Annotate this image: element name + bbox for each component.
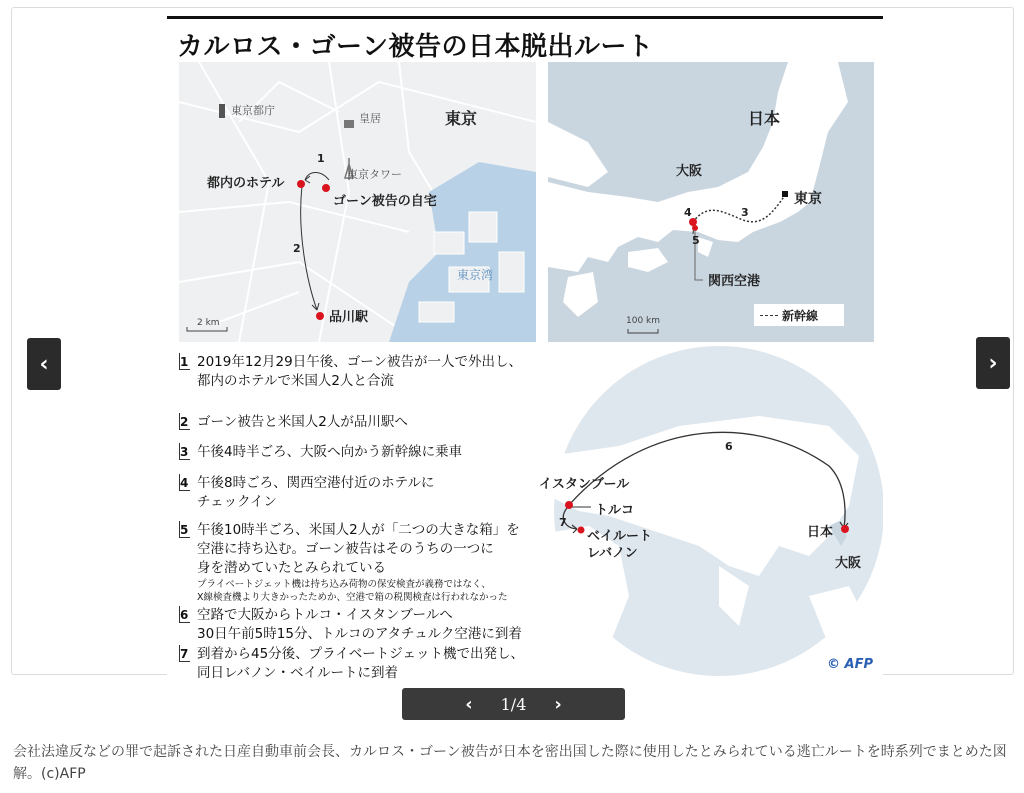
lebanon-label: レバノン <box>587 546 638 561</box>
infographic[interactable] <box>167 16 883 680</box>
japan-scale: 100 km <box>626 316 661 326</box>
step-number: 6 <box>180 608 189 622</box>
step-line: 身を潜めていたとみられている <box>197 560 386 576</box>
photo-caption: 会社法違反などの罪で起訴された日産自動車前会長、カルロス・ゴーン被告が日本を密出国した際に使用したとみられている逃亡ルートを時系列でまとめた図解。(c)AFP <box>13 744 1007 782</box>
globe-osaka-label: 大阪 <box>835 556 862 571</box>
route-number-6: 6 <box>725 440 733 453</box>
osaka-label: 大阪 <box>676 164 703 179</box>
globe-japan-label: 日本 <box>807 525 834 540</box>
route-number-2: 2 <box>293 242 301 255</box>
step-line: 到着から45分後、プライベートジェット機で出発し、 <box>197 646 525 662</box>
step-line: 午後8時ごろ、関西空港付近のホテルに <box>197 475 435 491</box>
step-line: 午後4時半ごろ、大阪へ向かう新幹線に乗車 <box>197 444 463 460</box>
shinkansen-swatch <box>760 315 778 316</box>
step-line: チェックイン <box>197 494 277 510</box>
previous-slide-button[interactable] <box>27 338 61 390</box>
step-line: 同日レバノン・ベイルートに到着 <box>197 665 399 681</box>
afp-credit: © AFP <box>827 657 873 672</box>
step-line: 空路で大阪からトルコ・イスタンブールへ <box>197 607 453 623</box>
step-6 <box>179 606 551 644</box>
tower-label: 東京タワー <box>347 168 402 181</box>
step-number: 4 <box>180 476 189 490</box>
metro-gov-label: 東京都庁 <box>231 104 275 117</box>
japan-map-graphic <box>548 62 874 342</box>
step-line: 空港に持ち込む。ゴーン被告はそのうちの一つに <box>197 541 494 557</box>
tokyo-scale: 2 km <box>197 318 220 328</box>
beirut-dot <box>578 527 585 534</box>
hotel-dot <box>297 180 305 188</box>
chevron-left-icon: ‹ <box>39 351 49 377</box>
globe-map <box>529 346 883 680</box>
palace-label: 皇居 <box>359 112 381 125</box>
route-number-5: 5 <box>692 234 700 247</box>
step-5 <box>179 521 551 604</box>
step-7 <box>179 645 551 683</box>
step-4 <box>179 474 551 512</box>
globe-osaka-dot <box>841 525 849 533</box>
slide-pager <box>402 688 625 720</box>
kansai-airport-label: 関西空港 <box>708 274 761 289</box>
chevron-right-icon: › <box>988 350 998 376</box>
hotel-label: 都内のホテル <box>207 176 285 191</box>
station-dot <box>316 312 324 320</box>
title-rule <box>167 16 883 19</box>
pager-prev-button[interactable]: ‹ <box>465 693 473 715</box>
istanbul-dot <box>565 501 573 509</box>
route-number-1: 1 <box>317 152 325 165</box>
step-line: 30日午前5時15分、トルコのアタチュルク空港に到着 <box>197 626 522 642</box>
route-number-7: 7 <box>559 516 567 529</box>
step-line: 午後10時半ごろ、米国人2人が「二つの大きな箱」を <box>197 522 520 538</box>
step-number: 2 <box>180 415 189 429</box>
route-number-4: 4 <box>684 206 692 219</box>
bay-label: 東京湾 <box>457 268 494 282</box>
istanbul-label: イスタンブール <box>539 477 630 492</box>
slideshow-viewer <box>11 7 1014 681</box>
step-line: 都内のホテルで米国人2人と合流 <box>197 373 394 389</box>
step-line: 2019年12月29日午後、ゴーン被告が一人で外出し、 <box>197 354 522 370</box>
infographic-title: カルロス・ゴーン被告の日本脱出ルート <box>177 32 654 62</box>
home-dot <box>322 184 330 192</box>
step-line: ゴーン被告と米国人2人が品川駅へ <box>197 414 408 430</box>
step-3 <box>179 443 551 462</box>
turkey-label: トルコ <box>595 503 635 518</box>
next-slide-button[interactable] <box>976 337 1010 389</box>
japan-label: 日本 <box>748 109 781 128</box>
step-1 <box>179 353 551 391</box>
japan-map <box>548 62 874 342</box>
shinkansen-legend-label: 新幹線 <box>782 308 819 323</box>
step-number: 1 <box>180 355 189 369</box>
osaka-dot <box>689 218 697 226</box>
route-number-3: 3 <box>741 206 749 219</box>
step-number: 5 <box>180 523 189 537</box>
pager-next-button[interactable]: › <box>554 693 562 715</box>
slide-counter: 1/4 <box>500 694 527 714</box>
station-label: 品川駅 <box>329 310 369 325</box>
globe-graphic <box>529 346 883 680</box>
shinkansen-legend <box>754 304 844 326</box>
step-note: X線検査機より大きかったためか、空港で箱の税関検査は行われなかった <box>197 592 508 603</box>
home-label: ゴーン被告の自宅 <box>333 194 437 209</box>
beirut-label: ベイルート <box>587 529 653 544</box>
step-number: 3 <box>180 445 189 459</box>
tokyo-label: 東京 <box>445 109 478 128</box>
tokyo-map <box>179 62 536 342</box>
japan-tokyo-label: 東京 <box>794 191 822 207</box>
step-number: 7 <box>180 647 189 661</box>
step-note: プライベートジェット機は持ち込み荷物の保安検査が義務ではなく、 <box>197 579 491 590</box>
step-2 <box>179 413 551 432</box>
